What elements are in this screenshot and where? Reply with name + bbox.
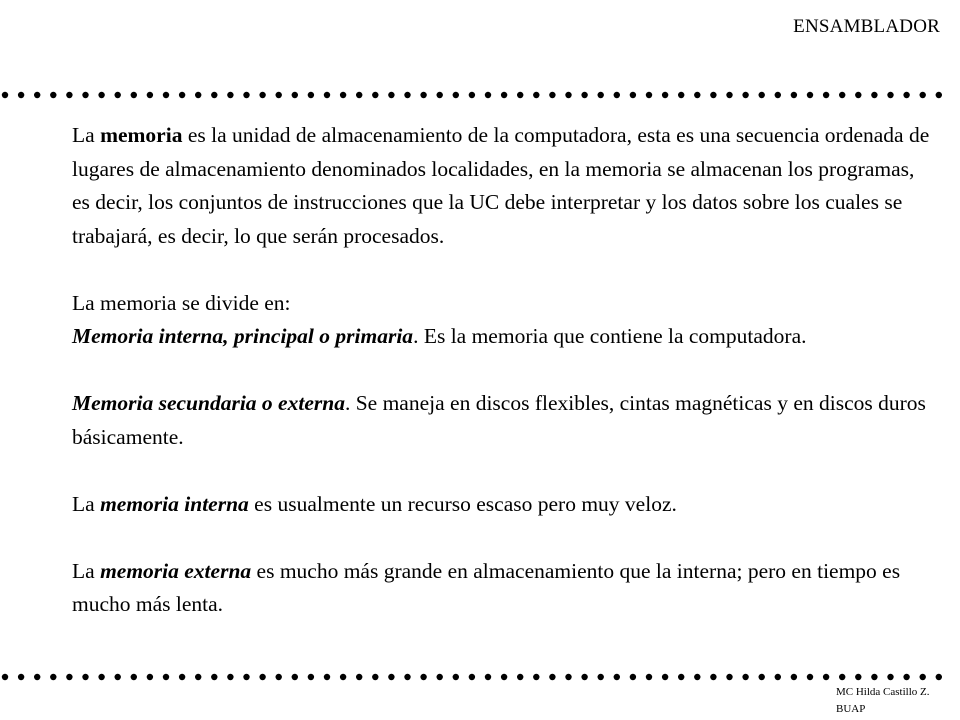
divider-dot xyxy=(936,674,942,680)
divider-dot xyxy=(726,674,732,680)
divider-dot xyxy=(549,674,555,680)
divider-dot xyxy=(179,674,185,680)
divider-dot xyxy=(710,674,716,680)
divider-dot xyxy=(517,92,523,98)
divider-dot xyxy=(147,92,153,98)
divider-dot xyxy=(581,674,587,680)
term-internal-memory: Memoria interna, principal o primaria xyxy=(72,324,414,348)
divider-dot xyxy=(646,674,652,680)
paragraph-memory-definition xyxy=(72,119,934,253)
divider-dot xyxy=(147,674,153,680)
divider-dot xyxy=(823,674,829,680)
divider-dot xyxy=(598,92,604,98)
divider-dot xyxy=(710,92,716,98)
divider-dot xyxy=(533,674,539,680)
spacer xyxy=(72,354,934,388)
divider-dot xyxy=(388,92,394,98)
divider-dot xyxy=(227,674,233,680)
divider-dot xyxy=(903,674,909,680)
divider-dot xyxy=(98,92,104,98)
spacer xyxy=(72,521,934,555)
divider-dot xyxy=(195,92,201,98)
paragraph-internal-memory xyxy=(72,320,934,354)
divider-dot xyxy=(276,92,282,98)
divider-dot xyxy=(50,92,56,98)
divider-dot xyxy=(388,674,394,680)
text: es la unidad de almacenamiento de la computadora, esta es una secuencia ordenada de lugares de almacenamiento denominados localidades, en la memoria se almacenan los programas, es decir, los conjuntos de instrucciones que la UC debe interpretar y los datos sobre los cuales se trabajará, es decir, lo que serán procesados. xyxy=(72,123,930,248)
slide-content xyxy=(72,119,934,622)
divider-dot xyxy=(549,92,555,98)
divider-dot xyxy=(179,92,185,98)
divider-dot xyxy=(82,674,88,680)
text: es mucho más grande en almacenamiento que la interna; pero en tiempo es mucho más lenta. xyxy=(72,558,901,616)
divider-dot xyxy=(243,674,249,680)
divider-dot xyxy=(855,92,861,98)
footer-institution: BUAP xyxy=(836,703,866,715)
divider-dot xyxy=(839,674,845,680)
divider-dot xyxy=(66,674,72,680)
divider-dot xyxy=(404,92,410,98)
divider-dot xyxy=(920,92,926,98)
paragraph-memory-division: La memoria se divide en: xyxy=(72,290,291,315)
divider-dot xyxy=(871,674,877,680)
divider-dot xyxy=(163,674,169,680)
paragraph-internal-memory-speed xyxy=(72,488,934,522)
term-memoria: memoria xyxy=(100,123,183,147)
divider-dot xyxy=(678,92,684,98)
divider-dot xyxy=(565,92,571,98)
divider-dot xyxy=(742,92,748,98)
divider-dot xyxy=(66,92,72,98)
divider-dot xyxy=(18,674,24,680)
divider-dot xyxy=(115,92,121,98)
divider-dot xyxy=(630,92,636,98)
divider-dot xyxy=(18,92,24,98)
divider-dot xyxy=(420,674,426,680)
divider-dot xyxy=(630,674,636,680)
divider-dot xyxy=(887,674,893,680)
divider-dot xyxy=(2,92,8,98)
divider-dot xyxy=(437,92,443,98)
divider-dot xyxy=(775,674,781,680)
divider-dot xyxy=(759,674,765,680)
spacer xyxy=(72,454,934,488)
divider-dot xyxy=(517,674,523,680)
term-memoria-externa: memoria externa xyxy=(100,558,252,583)
divider-dot xyxy=(855,674,861,680)
divider-dot xyxy=(324,674,330,680)
divider-dot xyxy=(694,674,700,680)
bottom-dotted-divider xyxy=(0,671,960,683)
divider-dot xyxy=(871,92,877,98)
divider-dot xyxy=(340,92,346,98)
top-dotted-divider xyxy=(0,89,960,101)
divider-dot xyxy=(2,674,8,680)
divider-dot xyxy=(453,674,459,680)
text: La xyxy=(72,491,101,516)
divider-dot xyxy=(726,92,732,98)
divider-dot xyxy=(324,92,330,98)
divider-dot xyxy=(501,674,507,680)
footer-author: MC Hilda Castillo Z. xyxy=(836,686,930,698)
divider-dot xyxy=(694,92,700,98)
divider-dot xyxy=(437,674,443,680)
divider-dot xyxy=(662,92,668,98)
divider-dot xyxy=(501,92,507,98)
divider-dot xyxy=(163,92,169,98)
divider-dot xyxy=(195,674,201,680)
divider-dot xyxy=(211,92,217,98)
divider-dot xyxy=(82,92,88,98)
divider-dot xyxy=(678,674,684,680)
divider-dot xyxy=(662,674,668,680)
divider-dot xyxy=(823,92,829,98)
divider-dot xyxy=(292,674,298,680)
divider-dot xyxy=(50,674,56,680)
spacer xyxy=(72,253,934,287)
divider-dot xyxy=(292,92,298,98)
divider-dot xyxy=(614,92,620,98)
divider-dot xyxy=(581,92,587,98)
divider-dot xyxy=(131,92,137,98)
divider-dot xyxy=(469,674,475,680)
divider-dot xyxy=(565,674,571,680)
divider-dot xyxy=(742,674,748,680)
divider-dot xyxy=(372,674,378,680)
footer-credit xyxy=(836,684,930,718)
divider-dot xyxy=(34,92,40,98)
divider-dot xyxy=(98,674,104,680)
divider-dot xyxy=(598,674,604,680)
divider-dot xyxy=(903,92,909,98)
divider-dot xyxy=(759,92,765,98)
divider-dot xyxy=(259,674,265,680)
divider-dot xyxy=(259,92,265,98)
divider-dot xyxy=(356,674,362,680)
divider-dot xyxy=(131,674,137,680)
text: . Es la memoria que contiene la computadora. xyxy=(413,324,807,348)
divider-dot xyxy=(533,92,539,98)
divider-dot xyxy=(404,674,410,680)
divider-dot xyxy=(453,92,459,98)
divider-dot xyxy=(485,92,491,98)
text: La xyxy=(72,558,101,583)
divider-dot xyxy=(276,674,282,680)
divider-dot xyxy=(420,92,426,98)
divider-dot xyxy=(34,674,40,680)
page-header-title: ENSAMBLADOR xyxy=(793,16,940,37)
paragraph-secondary-memory xyxy=(72,387,934,454)
divider-dot xyxy=(227,92,233,98)
divider-dot xyxy=(308,92,314,98)
divider-dot xyxy=(936,92,942,98)
divider-dot xyxy=(308,674,314,680)
term-memoria-interna: memoria interna xyxy=(100,491,249,516)
divider-dot xyxy=(791,92,797,98)
divider-dot xyxy=(469,92,475,98)
paragraph-external-memory-size xyxy=(72,555,934,622)
text: . Se maneja en discos flexibles, cintas magnéticas y en discos duros básicamente. xyxy=(72,391,926,449)
divider-dot xyxy=(614,674,620,680)
divider-dot xyxy=(372,92,378,98)
divider-dot xyxy=(807,674,813,680)
divider-dot xyxy=(340,674,346,680)
divider-dot xyxy=(485,674,491,680)
divider-dot xyxy=(243,92,249,98)
divider-dot xyxy=(807,92,813,98)
term-secondary-memory: Memoria secundaria o externa xyxy=(72,391,345,415)
divider-dot xyxy=(839,92,845,98)
text: es usualmente un recurso escaso pero muy veloz. xyxy=(248,491,677,516)
divider-dot xyxy=(115,674,121,680)
divider-dot xyxy=(791,674,797,680)
divider-dot xyxy=(775,92,781,98)
divider-dot xyxy=(646,92,652,98)
divider-dot xyxy=(920,674,926,680)
divider-dot xyxy=(356,92,362,98)
divider-dot xyxy=(211,674,217,680)
divider-dot xyxy=(887,92,893,98)
text: La xyxy=(72,123,101,147)
